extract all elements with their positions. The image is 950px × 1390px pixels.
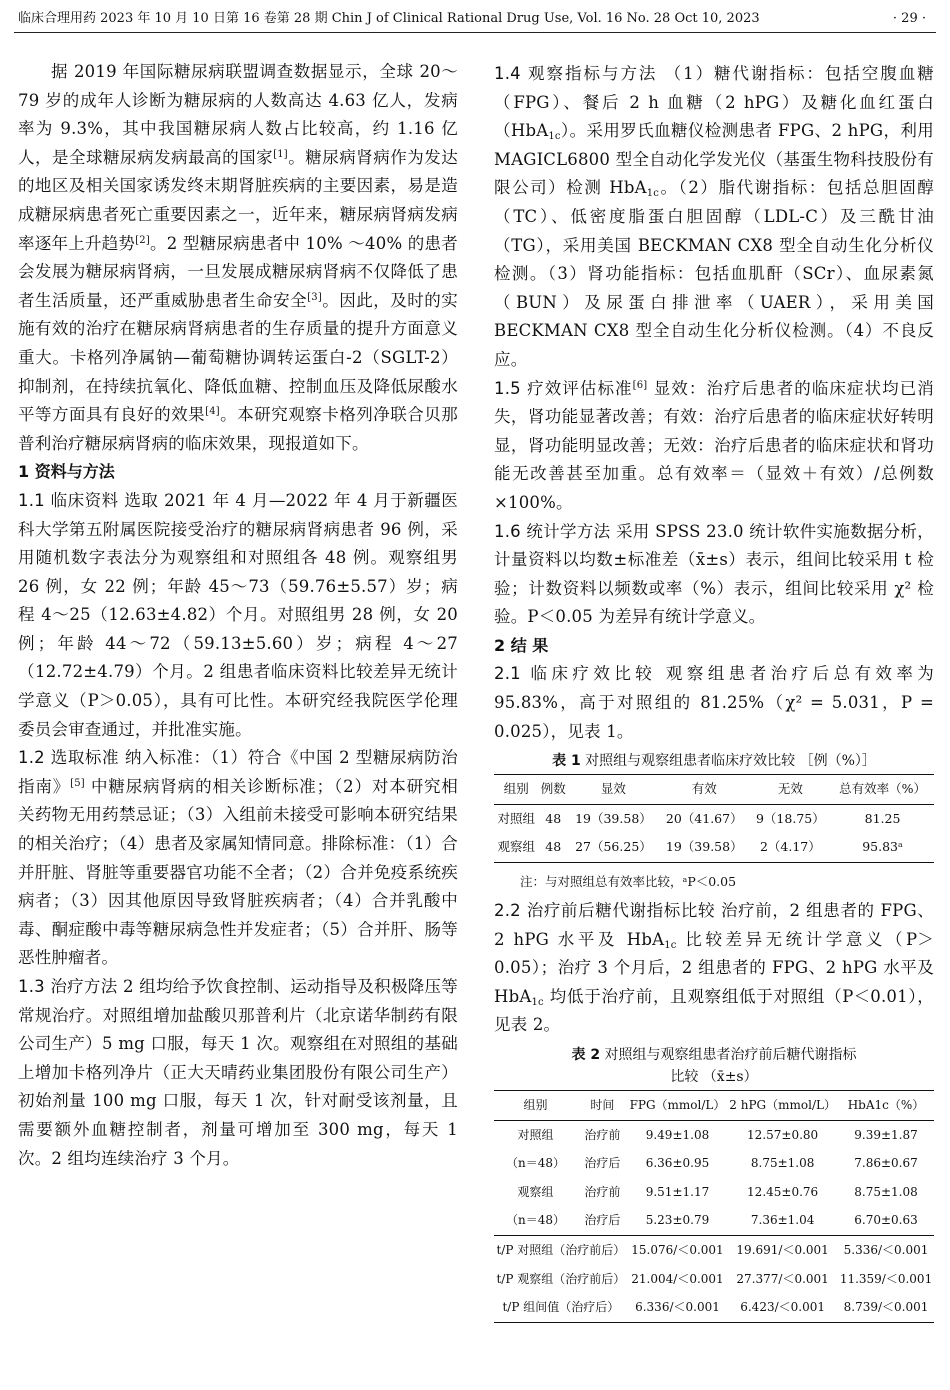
table2-header: HbA1c（%） <box>838 1091 934 1121</box>
table1 <box>494 774 934 863</box>
running-header <box>14 6 936 33</box>
table1-note: 注：与对照组总有效率比较，ᵃP＜0.05 <box>520 874 737 890</box>
section-heading: 2 结 果 <box>494 635 549 655</box>
subsection-glucose-metabolism: 2.2 治疗前后糖代谢指标比较 治疗前，2 组患者的 FPG、2 hPG 水平及 HbA$_{1c}$ 比较差异无统计学意义（P＞0.05）；治疗 3 个月后，2 组患者的 FPG、2 hPG 水平及 HbA$_{1c}$ 均低于治疗前，且观察组低于对照组（P＜0.01），见表 2。 <box>494 901 934 1035</box>
citation-ref: [2] <box>135 234 150 246</box>
table2 <box>494 1090 934 1323</box>
table2-caption: 表 2 对照组与观察组患者治疗前后糖代谢指标 比较 （x̄±s） <box>571 1047 857 1085</box>
table-stat-row: t/P 组间值（治疗后） 6.336/＜0.001 6.423/＜0.001 8.739/＜0.001 <box>502 1300 929 1315</box>
subsection-heading: 2.2 治疗前后糖代谢指标比较 <box>494 901 716 921</box>
subsection-clinical-data: 1.1 临床资料 选取 2021 年 4 月—2022 年 4 月于新疆医科大学第五附属医院接受治疗的糖尿病肾病患者 96 例，采用随机数字表法分为观察组和对照组各 48 例。观察组男 26 例，女 22 例；年龄 45～73（59.76±5.57）岁；病程 4～25（12.63±4.82）个月。对照组男 28 例，女 20 例；年龄 44～72（59.13±5.60）岁；病程 4～27（12.72±4.79）个月。2 组患者临床资料比较差异无统计学意义（P＞0.05），具有可比性。本研究经我院医学伦理委员会审查通过，并批准实施。 <box>18 490 458 739</box>
subsection-heading: 1.2 选取标准 <box>18 748 120 768</box>
table2-header: 组别 <box>494 1091 577 1121</box>
table-row: （n＝48） 治疗后 5.23±0.79 7.36±1.04 6.70±0.63 <box>506 1213 918 1228</box>
right-column <box>494 60 934 1323</box>
table1-header: 组别 <box>494 775 538 805</box>
left-column <box>18 58 458 1173</box>
subsection-efficacy-criteria: 1.5 疗效评估标准[6] 显效：治疗后患者的临床症状均已消失，肾功能显著改善；有效：治疗后患者的临床症状好转明显，肾功能明显改善；无效：治疗后患者的临床症状和肾功能无改善甚至加重。总有效率＝（显效＋有效）/总例数×100%。 <box>494 378 934 512</box>
table2-header: 时间 <box>577 1091 628 1121</box>
subsection-statistics: 1.6 统计学方法 采用 SPSS 23.0 统计软件实施数据分析，计量资料以均数±标准差（x̄±s）表示，组间比较采用 t 检验；计数资料以频数或率（%）表示，组间比较采用 χ² 检验。P＜0.05 为差异有统计学意义。 <box>494 521 934 627</box>
table1-header: 例数 <box>538 775 568 805</box>
subsection-heading: 1.6 统计学方法 <box>494 521 611 541</box>
subsection-selection-criteria: 1.2 选取标准 纳入标准：（1）符合《中国 2 型糖尿病防治指南》[5] 中糖尿病肾病的相关诊断标准；（2）对本研究相关药物无用药禁忌证；（3）入组前未接受可影响本研究结果的相关治疗；（4）患者及家属知情同意。排除标准：（1）合并肝脏、肾脏等重要器官功能不全者；（2）合并免疫系统疾病者；（3）因其他原因导致肾脏疾病者；（4）合并乳酸中毒、酮症酸中毒等糖尿病急性并发症者；（5）合并肝、肠等恶性肿瘤者。 <box>18 748 458 968</box>
subsection-treatment-method: 1.3 治疗方法 2 组均给予饮食控制、运动指导及积极降压等常规治疗。对照组增加盐酸贝那普利片（北京诺华制药有限公司生产）5 mg 口服，每天 1 次。观察组在对照组的基础上增加卡格列净片（正大天晴药业集团股份有限公司生产）初始剂量 100 mg 口服，每天 1 次，针对耐受该剂量，且需要额外血糖控制者，剂量可增加至 300 mg，每天 1 次。2 组均连续治疗 3 个月。 <box>18 977 459 1168</box>
table2-header: 2 hPG（mmol/L） <box>727 1091 838 1121</box>
table1-caption: 表 1 对照组与观察组患者临床疗效比较 ［例（%）］ <box>552 753 876 770</box>
table-stat-row: t/P 观察组（治疗前后） 21.004/＜0.001 27.377/＜0.001 11.359/＜0.001 <box>496 1271 933 1286</box>
subsection-heading: 1.1 临床资料 <box>18 490 119 510</box>
journal-citation: 临床合理用药 2023 年 10 月 10 日第 16 卷第 28 期 Chin J of Clinical Rational Drug Use, Vol. 16 No. 28 Oct 10, 2023 <box>18 11 760 26</box>
table-row: 观察组 48 27（56.25） 19（39.58） 2（4.17） 95.83ᵃ <box>497 839 903 855</box>
table1-header: 有效 <box>659 775 750 805</box>
citation-ref: [1] <box>273 148 288 160</box>
subsection-heading: 1.3 治疗方法 <box>18 977 118 996</box>
table1-header: 总有效率（%） <box>831 775 934 805</box>
table-stat-row: t/P 对照组（治疗前后） 15.076/＜0.001 19.691/＜0.001 5.336/＜0.001 <box>494 1235 934 1264</box>
table-row: 对照组 治疗前 9.49±1.08 12.57±0.80 9.39±1.87 <box>517 1127 918 1142</box>
citation-ref: [3] <box>307 291 322 303</box>
citation-ref: [6] <box>632 379 648 391</box>
subsection-clinical-efficacy: 2.1 临床疗效比较 观察组患者治疗后总有效率为 95.83%，高于对照组的 81.25%（χ² = 5.031，P = 0.025），见表 1。 <box>494 664 934 741</box>
subsection-observation-indicators: 1.4 观察指标与方法 （1）糖代谢指标：包括空腹血糖（FPG）、餐后 2 h 血糖（2 hPG）及糖化血红蛋白（HbA$_{1c}$）。采用罗氏血糖仪检测患者 FPG、2 hPG，利用 MAGICL6800 型全自动化学发光仪（基蛋生物科技股份有限公司）检测 HbA$_{1c}$。（2）脂代谢指标：包括总胆固醇（TC）、低密度脂蛋白胆固醇（LDL-C）及三酰甘油（TG），采用美国 BECKMAN CX8 型全自动生化分析仪检测。（3）肾功能指标：包括血肌酐（SCr）、血尿素氮（BUN）及尿蛋白排泄率（UAER），采用美国 BECKMAN CX8 型全自动生化分析仪检测。（4）不良反应。 <box>494 64 935 369</box>
table1-header: 显效 <box>568 775 659 805</box>
section-heading: 1 资料与方法 <box>18 462 115 482</box>
table-row: 观察组 治疗前 9.51±1.17 12.45±0.76 8.75±1.08 <box>517 1184 918 1199</box>
subsection-heading: 1.4 观察指标与方法 <box>494 64 658 83</box>
subsection-heading: 2.1 临床疗效比较 <box>494 664 657 684</box>
table-row: （n＝48） 治疗后 6.36±0.95 8.75±1.08 7.86±0.67 <box>506 1156 918 1171</box>
intro-paragraph: 据 2019 年国际糖尿病联盟调查数据显示，全球 20～79 岁的成年人诊断为糖尿病的人数高达 4.63 亿人，发病率为 9.3%，其中我国糖尿病人数占比较高，约 1.16 亿人，是全球糖尿病发病最高的国家[1]。糖尿病肾病作为发达的地区及相关国家诱发终末期肾脏疾病的主要因素，易是造成糖尿病患者死亡重要因素之一，近年来，糖尿病肾病发病率逐年上升趋势[2]。2 型糖尿病患者中 10% ～40% 的患者会发展为糖尿病肾病，一旦发展成糖尿病肾病不仅降低了患者生活质量，还严重威胁患者生命安全[3]。因此，及时的实施有效的治疗在糖尿病肾病患者的生存质量的提升方面意义重大。卡格列净属钠—葡萄糖协调转运蛋白-2（SGLT-2）抑制剂，在持续抗氧化、降低血糖、控制血压及降低尿酸水平等方面具有良好的效果[4]。本研究观察卡格列净联合贝那普利治疗糖尿病肾病的临床效果，现报道如下。 <box>18 62 459 453</box>
subsection-heading: 1.5 疗效评估标准 <box>494 378 633 398</box>
table2-header: FPG（mmol/L） <box>628 1091 728 1121</box>
citation-ref: [4] <box>205 406 220 418</box>
table-row: 对照组 48 19（39.58） 20（41.67） 9（18.75） 81.25 <box>497 810 901 826</box>
page-number: · 29 · <box>892 11 926 26</box>
table1-header: 无效 <box>750 775 831 805</box>
citation-ref: [5] <box>70 777 85 789</box>
